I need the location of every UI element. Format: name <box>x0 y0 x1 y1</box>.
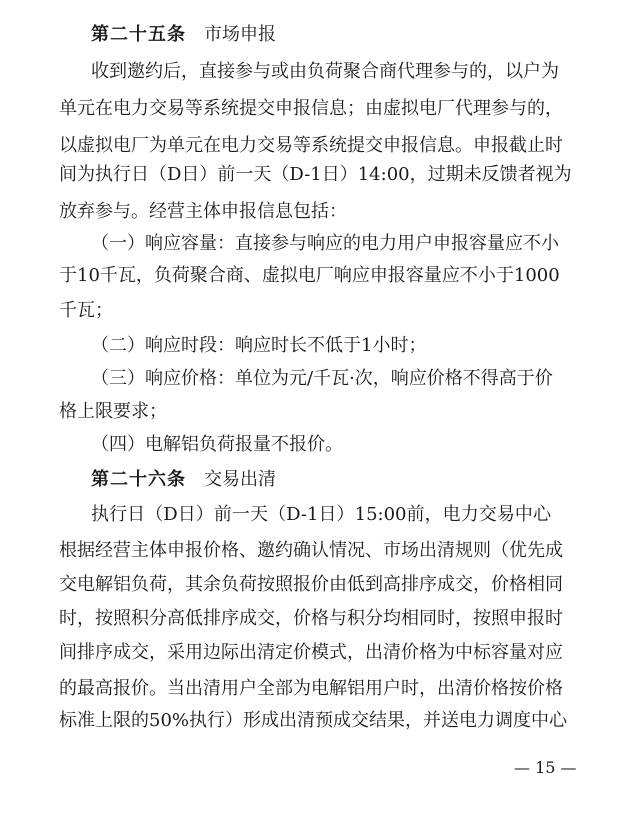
article-26-line-4: 时，按照积分高低排序成交，价格与积分均相同时，按照申报时 <box>59 608 563 629</box>
item-3-line-1: （三）响应价格：单位为元/千瓦·次，响应价格不得高于价 <box>91 368 553 389</box>
item-3-line-2: 格上限要求； <box>59 401 167 422</box>
item-2: （二）响应时段：响应时长不低于1小时； <box>91 335 427 356</box>
article-26-line-1: 执行日（D日）前一天（D-1日）15:00前，电力交易中心 <box>91 504 551 525</box>
article-26-number: 第二十六条 <box>91 469 186 490</box>
article-26-line-7: 标准上限的50%执行）形成出清预成交结果，并送电力调度中心 <box>59 710 568 731</box>
article-26-line-5: 间排序成交，采用边际出清定价模式，出清价格为中标容量对应 <box>59 642 563 663</box>
page-number: — 15 — <box>514 758 577 777</box>
article-25-line-4: 间为执行日（D日）前一天（D-1日）14:00，过期未反馈者视为 <box>59 164 572 185</box>
item-4: （四）电解铝负荷报量不报价。 <box>91 434 343 455</box>
article-25-line-5: 放弃参与。经营主体申报信息包括： <box>59 201 347 222</box>
article-25-line-2: 单元在电力交易等系统提交申报信息；由虚拟电厂代理参与的， <box>59 98 563 119</box>
article-26-line-3: 交电解铝负荷，其余负荷按照报价由低到高排序成交，价格相同 <box>59 574 563 595</box>
article-25-line-3: 以虚拟电厂为单元在电力交易等系统提交申报信息。申报截止时 <box>59 135 563 156</box>
article-25-line-1: 收到邀约后，直接参与或由负荷聚合商代理参与的，以户为 <box>91 61 559 82</box>
article-26-line-6: 的最高报价。当出清用户全部为电解铝用户时，出清价格按价格 <box>59 678 563 699</box>
article-25-number: 第二十五条 <box>91 24 186 45</box>
article-25-title: 市场申报 <box>204 24 276 45</box>
item-1-line-1: （一）响应容量：直接参与响应的电力用户申报容量应不小 <box>91 233 559 254</box>
article-25-heading <box>91 22 276 48</box>
article-26-line-2: 根据经营主体申报价格、邀约确认情况、市场出清规则（优先成 <box>59 540 563 561</box>
article-26-title: 交易出清 <box>204 469 276 490</box>
item-1-line-3: 千瓦； <box>59 300 113 321</box>
article-26-heading <box>91 467 276 493</box>
item-1-line-2: 于10千瓦，负荷聚合商、虚拟电厂响应申报容量应不小于1000 <box>59 265 560 286</box>
